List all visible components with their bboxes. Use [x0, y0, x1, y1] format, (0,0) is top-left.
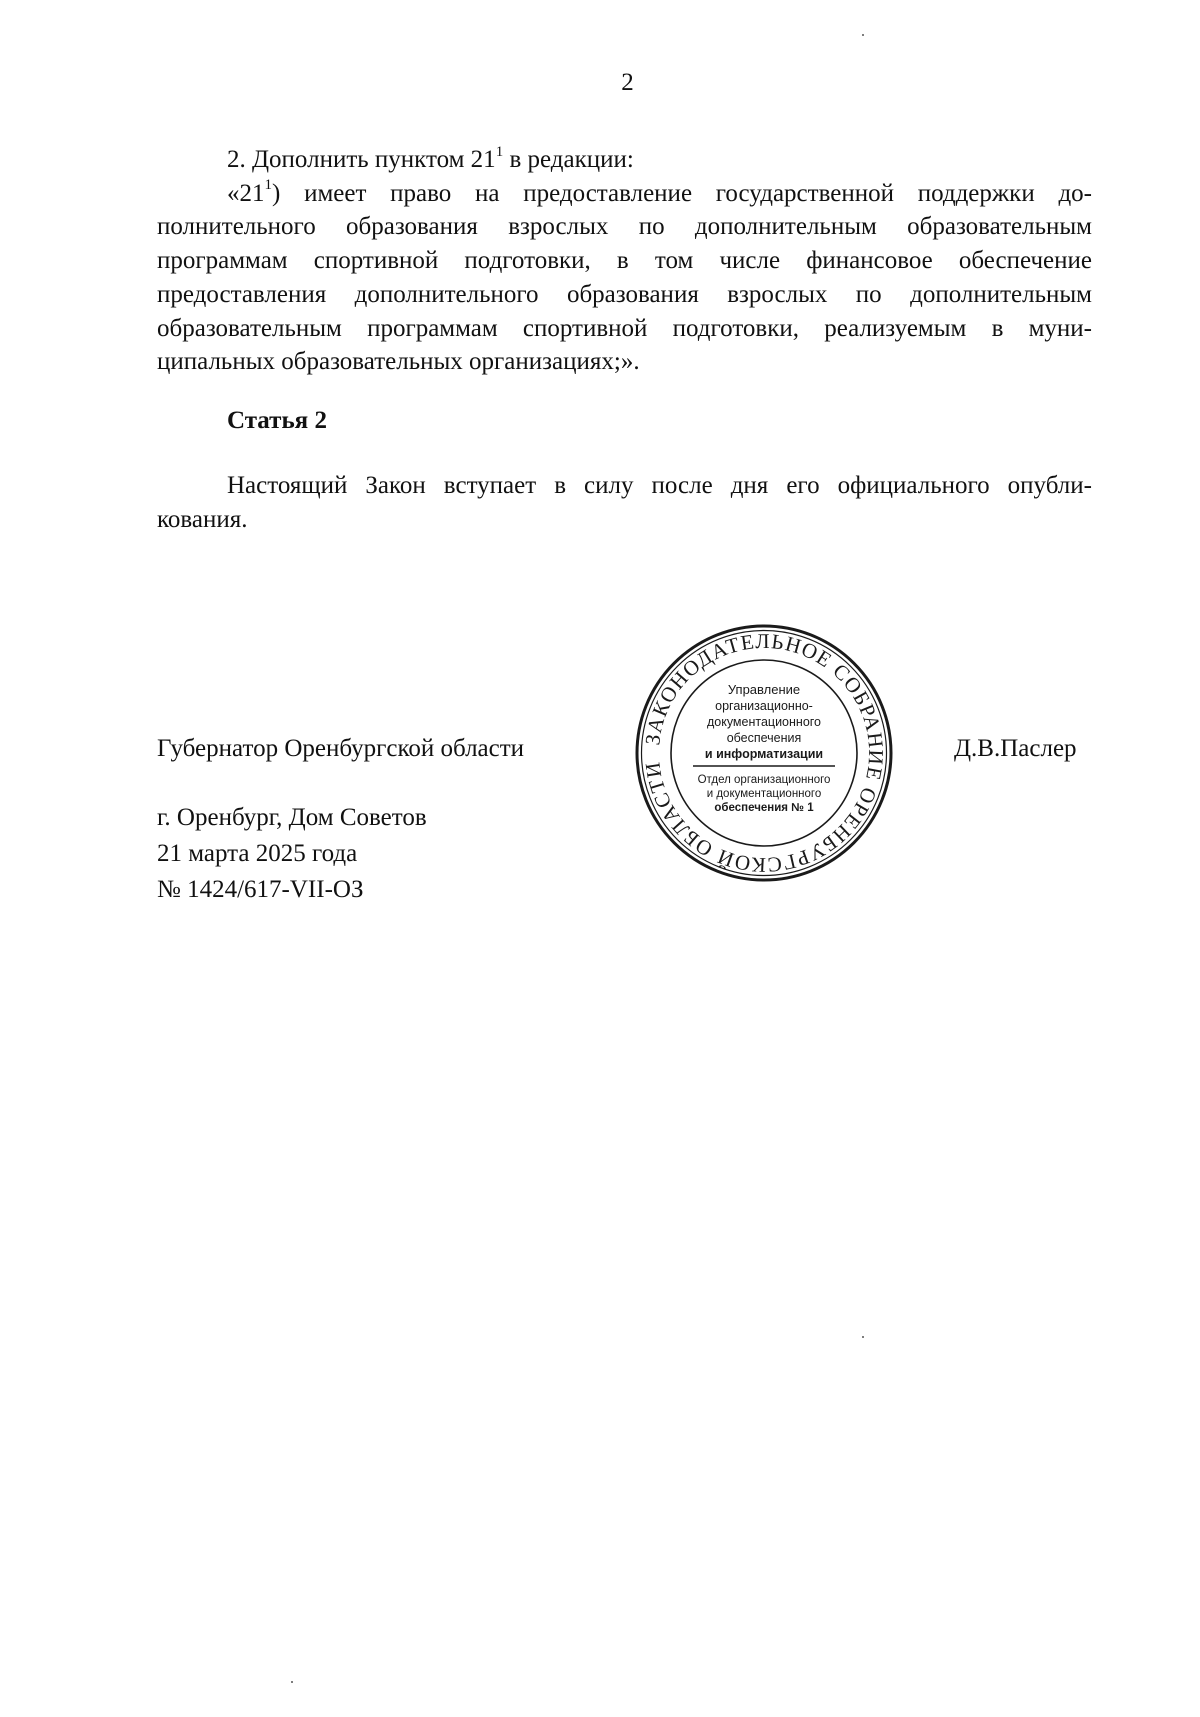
scan-speck — [291, 1681, 293, 1683]
point-quote-line-6: ципальных образовательных организациях;». — [157, 348, 640, 376]
official-seal — [633, 622, 895, 884]
law-number: № 1424/617-VII-ОЗ — [157, 876, 364, 903]
point-intro: 2. Дополнить пунктом $21^1$ в редакции: — [227, 143, 634, 173]
seal-inner-line-1: Управление — [727, 682, 801, 697]
seal-graphic — [633, 622, 895, 884]
article-text-line-2: кования. — [157, 505, 248, 533]
point-quote-line-3: программам спортивной подготовки, в том числе финансовое обеспечение — [157, 247, 1092, 275]
article-text-line-1: Настоящий Закон вступает в силу после дня его официального опубли- — [227, 472, 1092, 499]
seal-inner-line-8: обеспечения № 1 — [714, 802, 814, 814]
point-quote-line-4: предоставления дополнительного образования взрослых по дополнительным — [157, 280, 1092, 308]
governor-name: Д.В.Паслер — [954, 735, 1077, 762]
governor-title: Губернатор Оренбургской области — [157, 735, 525, 762]
point-quote-line-2: полнительного образования взрослых по дополнительным образовательным — [157, 213, 1092, 241]
article-text — [157, 469, 1092, 536]
signing-place: г. Оренбург, Дом Советов — [157, 804, 427, 831]
amendment-point — [157, 143, 1092, 379]
seal-inner-line-7: и документационного — [706, 788, 822, 800]
seal-ring-text-path: ЗАКОНОДАТЕЛЬНОЕ СОБРАНИЕ ОРЕНБУРГСКОЙ ОБЛАСТИ — [640, 628, 889, 878]
article-heading: Статья 2 — [227, 407, 327, 434]
seal-inner-line-4: обеспечения — [726, 731, 802, 745]
seal-inner-line-3: документационного — [706, 715, 822, 729]
signing-date: 21 марта 2025 года — [157, 840, 358, 867]
seal-inner-line-5: и информатизации — [704, 747, 824, 761]
point-quote-line-5: образовательным программам спортивной подготовки, реализуемым в муни- — [157, 314, 1092, 342]
seal-inner-line-6: Отдел организационного — [697, 774, 831, 786]
seal-inner-line-2: организационно- — [715, 699, 813, 713]
page-number: 2 — [621, 69, 634, 96]
signing-details — [157, 800, 427, 908]
scan-speck — [862, 34, 864, 36]
scan-speck — [862, 1336, 864, 1338]
point-quote-line-1: «$21^1$) имеет право на предоставление государственной поддержки до- — [227, 177, 1092, 207]
